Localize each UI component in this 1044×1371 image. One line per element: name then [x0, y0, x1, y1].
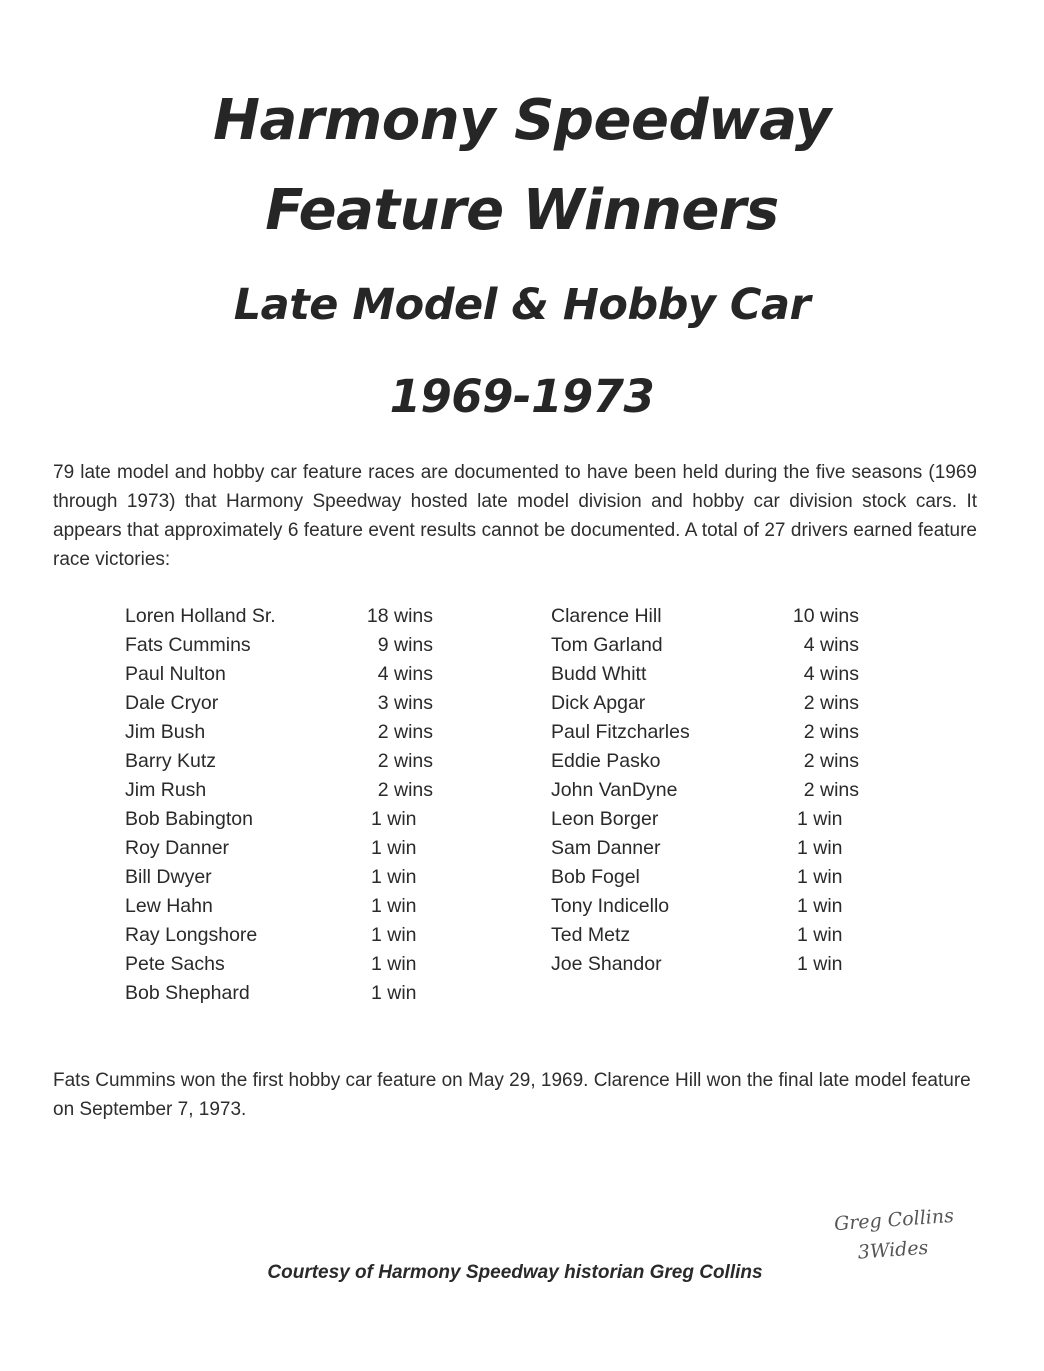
- list-item: [551, 892, 861, 921]
- driver-name: Dick Apgar: [551, 692, 646, 714]
- win-count: 4 wins: [803, 634, 859, 656]
- driver-name: Bob Shephard: [125, 982, 250, 1004]
- list-item: [551, 834, 861, 863]
- list-item: [551, 689, 861, 718]
- signature: [833, 1201, 957, 1269]
- driver-name: Leon Borger: [551, 808, 659, 830]
- win-count: 9 wins: [377, 634, 433, 656]
- list-item: [125, 689, 435, 718]
- driver-name: Dale Cryor: [125, 692, 219, 714]
- signature-name: Greg Collins: [833, 1204, 955, 1236]
- list-item: [125, 979, 435, 1008]
- list-item: [551, 950, 861, 979]
- list-item: [551, 718, 861, 747]
- win-count: 4 wins: [803, 663, 859, 685]
- driver-name: Ray Longshore: [125, 924, 258, 946]
- driver-name: Bill Dwyer: [125, 866, 212, 888]
- driver-name: Joe Shandor: [551, 953, 662, 975]
- win-count: 1 win: [371, 982, 417, 1004]
- win-count: 1 win: [797, 837, 843, 859]
- list-item: [125, 834, 435, 863]
- driver-name: Eddie Pasko: [551, 750, 661, 772]
- list-item: [551, 602, 861, 631]
- list-item: [551, 805, 861, 834]
- win-count: 1 win: [371, 924, 417, 946]
- page-years: 1969-1973: [389, 370, 655, 423]
- list-item: [125, 776, 435, 805]
- list-item: [125, 660, 435, 689]
- driver-name: Ted Metz: [551, 924, 631, 946]
- intro-paragraph: 79 late model and hobby car feature races are documented to have been held during the five seasons (1969 through 1973) that Harmony Speedway hosted late model division and hobby car division stock cars. It appears that approximately 6 feature event results cannot be documented. A total of 27 drivers earned feature race victories:: [53, 462, 977, 570]
- win-count: 1 win: [371, 866, 417, 888]
- outro-paragraph: Fats Cummins won the first hobby car feature on May 29, 1969. Clarence Hill won the final late model feature on September 7, 1973.: [53, 1070, 971, 1120]
- win-count: 2 wins: [803, 692, 859, 714]
- driver-name: Clarence Hill: [551, 605, 662, 627]
- win-count: 1 win: [371, 808, 417, 830]
- win-count: 2 wins: [803, 750, 859, 772]
- win-count: 10 wins: [792, 605, 859, 627]
- list-item: [125, 921, 435, 950]
- win-count: 1 win: [371, 895, 417, 917]
- list-item: [551, 921, 861, 950]
- win-count: 1 win: [797, 924, 843, 946]
- win-count: 1 win: [797, 866, 843, 888]
- win-count: 2 wins: [803, 779, 859, 801]
- list-item: [125, 631, 435, 660]
- list-item: [125, 892, 435, 921]
- driver-name: Lew Hahn: [125, 895, 213, 917]
- win-count: 1 win: [797, 953, 843, 975]
- win-count: 1 win: [371, 837, 417, 859]
- driver-name: Bob Babington: [125, 808, 253, 830]
- page-subtitle: Late Model & Hobby Car: [233, 280, 811, 330]
- page-title-line2: Feature Winners: [265, 178, 779, 243]
- signature-handle: 3Wides: [857, 1236, 930, 1264]
- winners-list-left: [125, 602, 435, 1008]
- win-count: 2 wins: [377, 779, 433, 801]
- win-count: 3 wins: [377, 692, 433, 714]
- win-count: 1 win: [797, 808, 843, 830]
- win-count: 1 win: [371, 953, 417, 975]
- driver-name: Tony Indicello: [551, 895, 670, 917]
- driver-name: Pete Sachs: [125, 953, 225, 975]
- win-count: 2 wins: [803, 721, 859, 743]
- driver-name: Paul Fitzcharles: [551, 721, 690, 743]
- driver-name: Jim Rush: [125, 779, 207, 801]
- driver-name: Fats Cummins: [125, 634, 251, 656]
- win-count: 4 wins: [377, 663, 433, 685]
- list-item: [125, 602, 435, 631]
- win-count: 2 wins: [377, 721, 433, 743]
- win-count: 1 win: [797, 895, 843, 917]
- driver-name: Bob Fogel: [551, 866, 640, 888]
- list-item: [125, 747, 435, 776]
- driver-name: Jim Bush: [125, 721, 206, 743]
- driver-name: John VanDyne: [551, 779, 678, 801]
- list-item: [125, 805, 435, 834]
- win-count: 18 wins: [366, 605, 433, 627]
- list-item: [551, 863, 861, 892]
- driver-name: Budd Whitt: [551, 663, 647, 685]
- list-item: [551, 747, 861, 776]
- driver-name: Paul Nulton: [125, 663, 226, 685]
- driver-name: Loren Holland Sr.: [125, 605, 276, 627]
- list-item: [551, 776, 861, 805]
- list-item: [551, 631, 861, 660]
- page-title-line1: Harmony Speedway: [213, 88, 831, 153]
- list-item: [125, 950, 435, 979]
- win-count: 2 wins: [377, 750, 433, 772]
- list-item: [125, 718, 435, 747]
- winners-list-right: [551, 602, 861, 979]
- courtesy-credit: Courtesy of Harmony Speedway historian Greg Collins: [267, 1262, 763, 1283]
- driver-name: Roy Danner: [125, 837, 230, 859]
- driver-name: Tom Garland: [551, 634, 663, 656]
- driver-name: Sam Danner: [551, 837, 661, 859]
- list-item: [125, 863, 435, 892]
- list-item: [551, 660, 861, 689]
- driver-name: Barry Kutz: [125, 750, 217, 772]
